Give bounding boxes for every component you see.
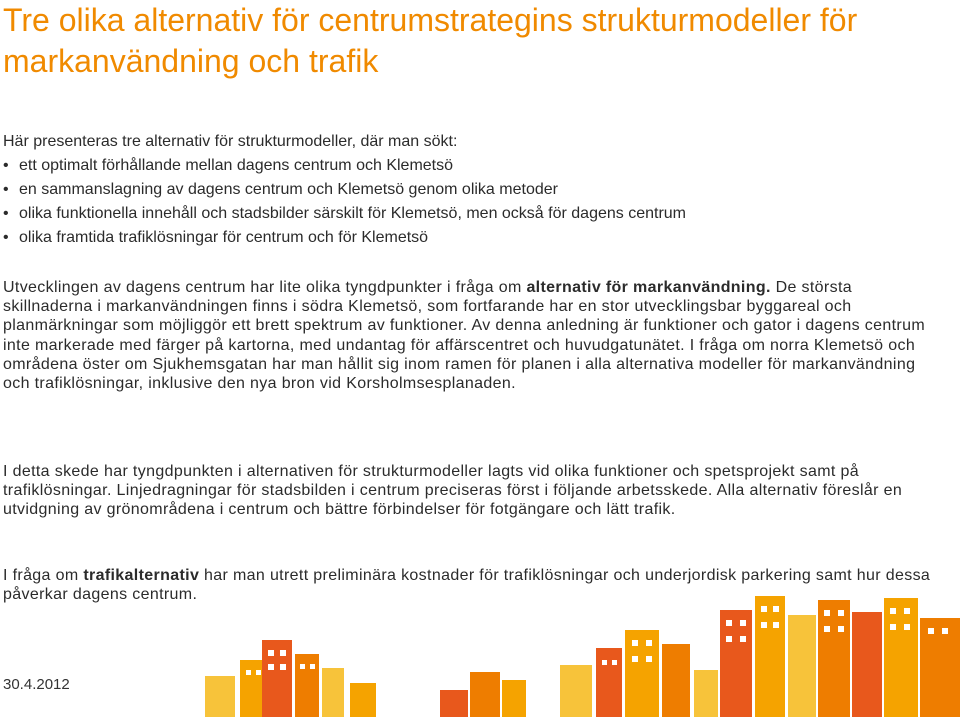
page-title: Tre olika alternativ för centrumstrategins strukturmodeller för markanvändning och trafik xyxy=(3,2,858,79)
paragraph-text: har man utrett preliminära kostnader för trafiklösningar och underjordisk parkering samt hur dessa påverkar dagens centrum. xyxy=(3,567,931,604)
paragraph-text: De största skillnaderna i markanvändningen finns i södra Klemetsö, som fortfarande har en stor utvecklingsbar byggareal och planmärkningar som möjliggör ett brett spektrum av funktioner. Av denna anledning är funktioner och gator i dagens centrum inte markerade med färger på kartorna, med undantag för affärscentret och huvudgatunätet. I fråga om norra Klemetsö och områdena öster om Sjukhemsgatan har man hållit sig inom ramen för planen i alla alternativa modeller för markanvändning och trafiklösningar, inklusive den nya bron vid Korsholmsesplanaden. xyxy=(3,279,926,393)
intro-lead: Här presenteras tre alternativ för strukturmodeller, där man sökt: xyxy=(3,133,458,150)
list-item: • olika framtida trafiklösningar för centrum och för Klemetsö xyxy=(3,226,953,250)
list-item: • en sammanslagning av dagens centrum och Klemetsö genom olika metoder xyxy=(3,178,953,202)
footer-date: 30.4.2012 xyxy=(3,676,70,693)
list-item: • olika funktionella innehåll och stadsbilder särskilt för Klemetsö, men också för dagens centrum xyxy=(3,202,953,226)
paragraph-text: Utvecklingen av dagens centrum har lite olika tyngdpunkter i fråga om xyxy=(3,279,527,296)
skyline-buildings xyxy=(205,596,960,717)
paragraph-bold-term: alternativ för markanvändning. xyxy=(526,279,771,296)
paragraph-focus: I detta skede har tyngdpunkten i alternativen för strukturmodeller lagts vid olika funktioner och spetsprojekt samt på trafiklösningar. Linjedragningar för stadsbilden i centrum preciseras först i följande arbetsskede. Alla alternativ föreslår en utvidgning av grönområdena i centrum och bättre förbindelser för fotgängare och lätt trafik. xyxy=(3,463,903,519)
list-item: • ett optimalt förhållande mellan dagens centrum och Klemetsö xyxy=(3,154,953,178)
paragraph-bold-term: trafikalternativ xyxy=(83,567,200,584)
paragraph-text: I fråga om xyxy=(3,567,84,584)
